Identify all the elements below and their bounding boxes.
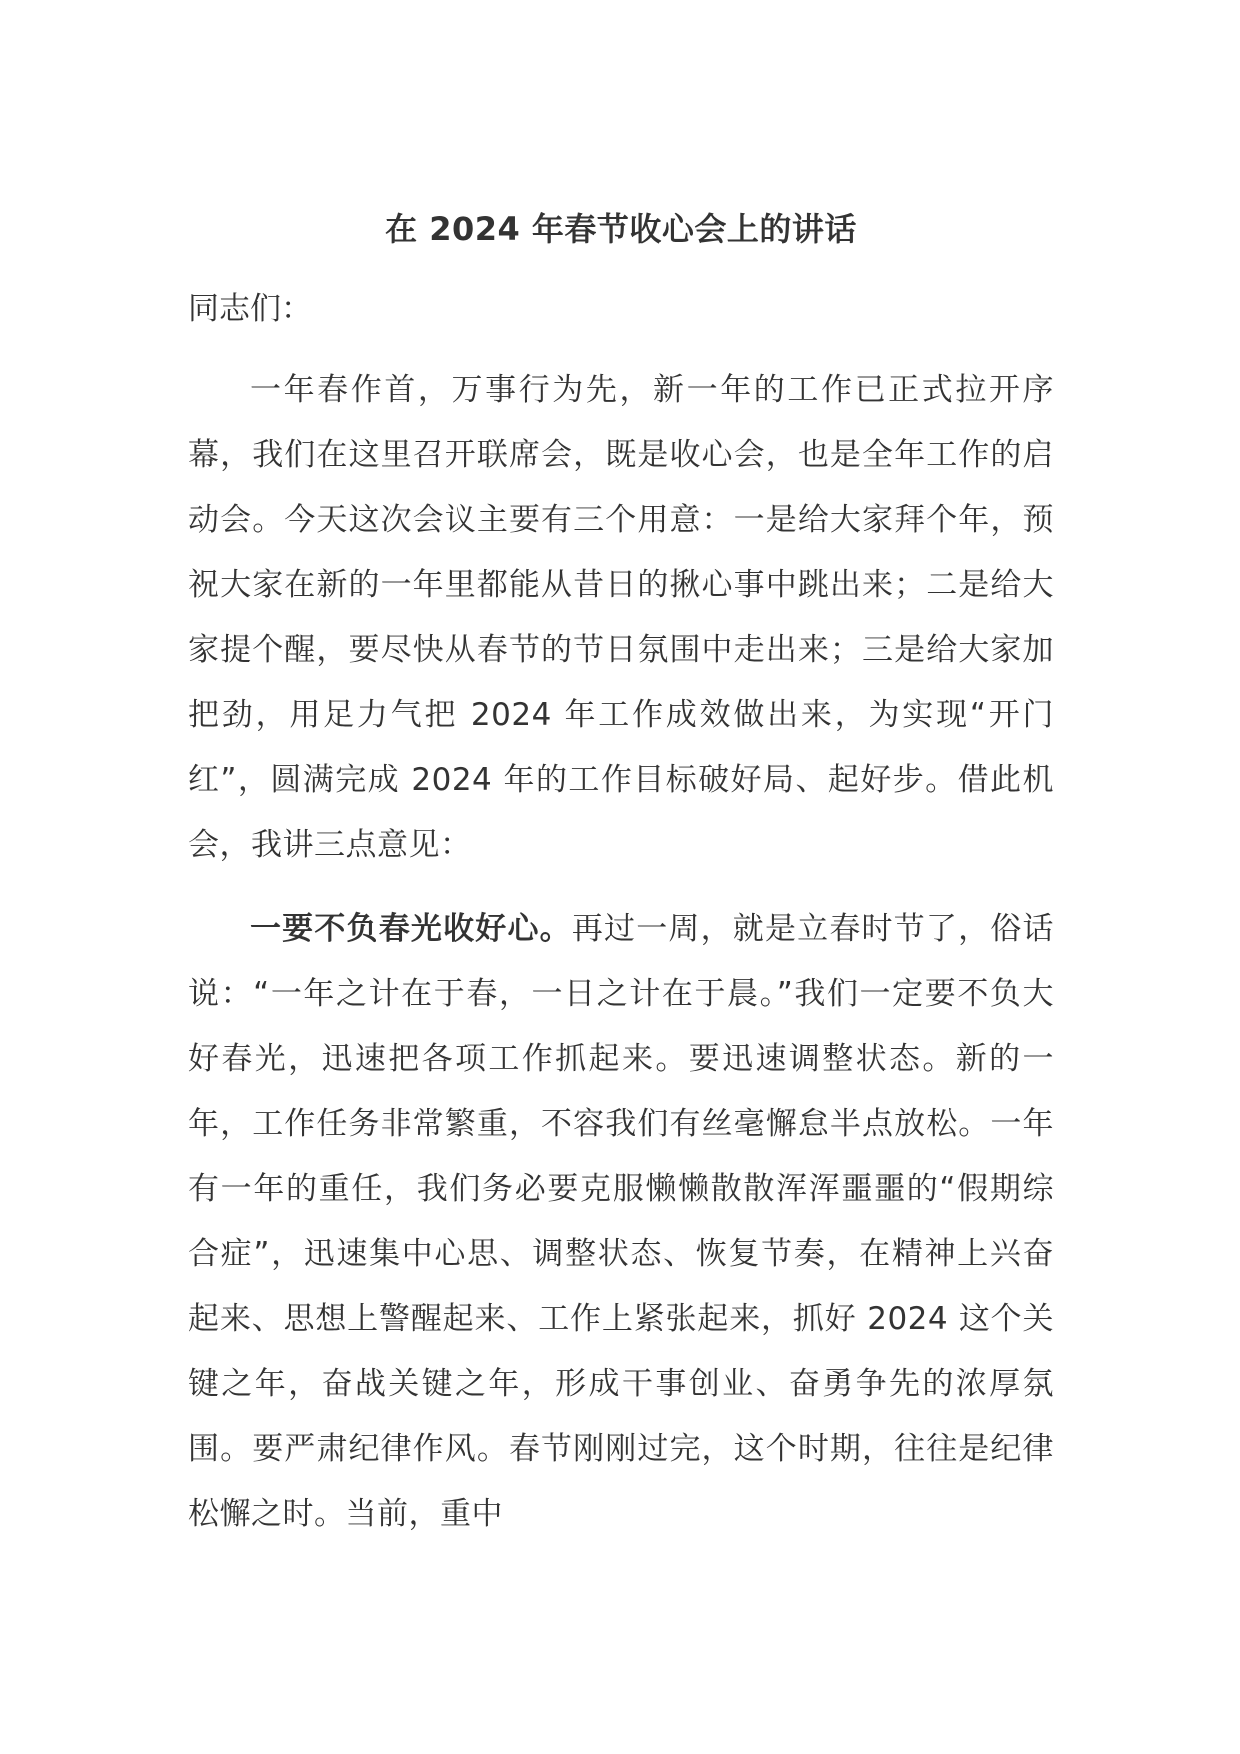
paragraph-intro: 一年春作首，万事行为先，新一年的工作已正式拉开序幕，我们在这里召开联席会，既是收心会，也是全年工作的启动会。今天这次会议主要有三个用意：一是给大家拜个年，预祝大家在新的一年里都能从昔日的揪心事中跳出来；二是给大家提个醒，要尽快从春节的节日氛围中走出来；三是给大家加把劲，用足力气把 2024 年工作成效做出来，为实现“开门红”，圆满完成 2024 年的工作目标破好局、起好步。借此机会，我讲三点意见：	[188, 372, 1054, 863]
salutation: 同志们：	[188, 291, 312, 327]
document-page	[188, 0, 1054, 1754]
paragraph-lead-heading: 一要不负春光收好心。	[250, 911, 572, 947]
document-title: 在 2024 年春节收心会上的讲话	[385, 210, 857, 248]
paragraph-point-one	[188, 897, 1054, 1547]
paragraph-body-text: 再过一周，就是立春时节了，俗话说：“一年之计在于春，一日之计在于晨。”我们一定要不负大好春光，迅速把各项工作抓起来。要迅速调整状态。新的一年，工作任务非常繁重，不容我们有丝毫懈怠半点放松。一年有一年的重任，我们务必要克服懒懒散散浑浑噩噩的“假期综合症”，迅速集中心思、调整状态、恢复节奏，在精神上兴奋起来、思想上警醒起来、工作上紧张起来，抓好 2024 这个关键之年，奋战关键之年，形成干事创业、奋勇争先的浓厚氛围。要严肃纪律作风。春节刚刚过完，这个时期，往往是纪律松懈之时。当前，重中	[188, 911, 1054, 1532]
